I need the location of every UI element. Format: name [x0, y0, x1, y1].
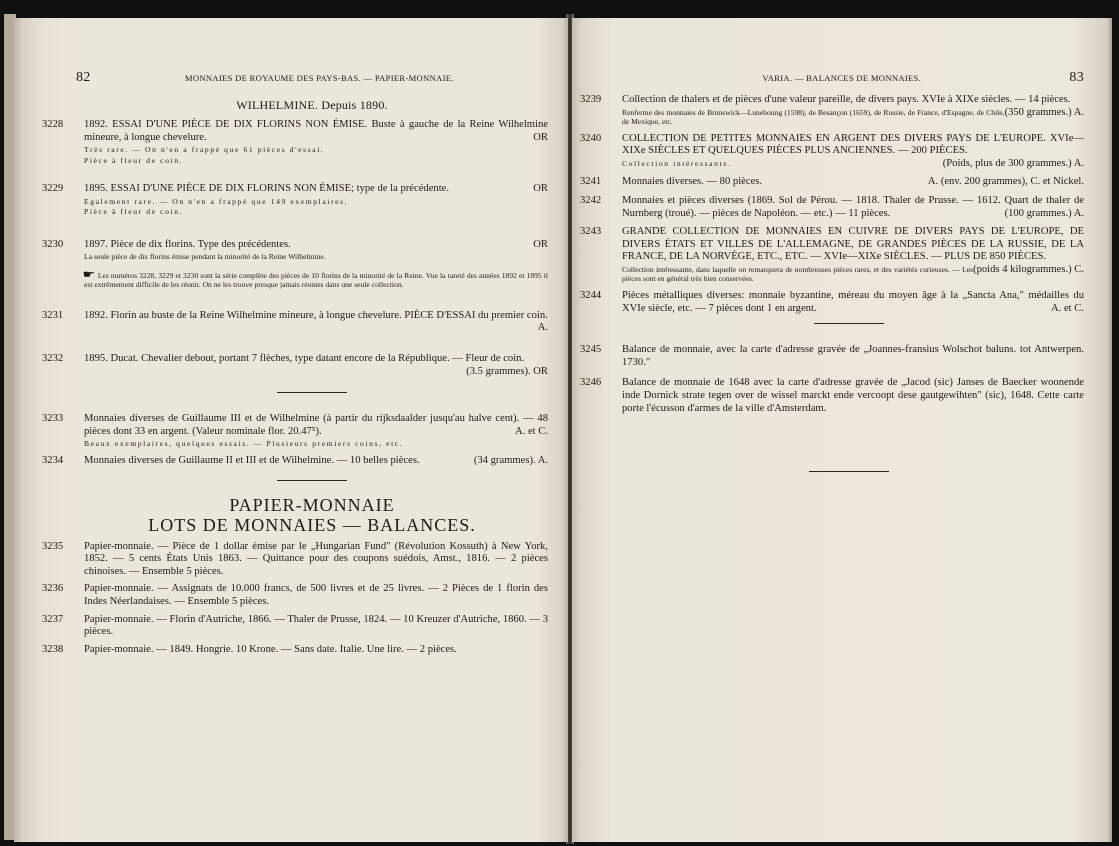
lot-entry [42, 238, 548, 262]
lot-entry [580, 194, 1084, 220]
lot-grade: (100 grammes.) A. [1004, 207, 1084, 219]
lot-grade: A. (env. 200 grammes), C. et Nickel. [927, 176, 1084, 188]
lot-entry [42, 413, 548, 449]
right-running-head [614, 70, 1084, 86]
lot-body [622, 195, 1084, 220]
lot-body [622, 176, 1084, 189]
lot-text: Monnaies diverses. — 80 pièces. [622, 176, 763, 188]
lot-number: 3243 [580, 226, 602, 238]
lot-text: 1895. Ducat. Chevalier debout, portant 7 flèches, type datant encore de la République. — Fleur de coin. [84, 353, 525, 365]
lot-number: 3236 [42, 583, 64, 595]
lot-text: Collection de thalers et de pièces d'une valeur pareille, de divers pays. XVIe à XIXe siècles. — 14 pièces. [622, 94, 1071, 105]
lot-note: Collection intéressante, dans laquelle on remarquera de nombreuses pièces rares, et des variétés curieuses. — Les pièces sont en général très bien conservées. [622, 264, 974, 284]
lot-entry [42, 613, 548, 639]
section-title-wilhelmine: WILHELMINE. Depuis 1890. [236, 98, 388, 112]
lot-body [84, 455, 548, 468]
lot-number: 3232 [42, 353, 64, 365]
lot-body [622, 133, 1084, 171]
left-page-number: 82 [76, 70, 91, 85]
divider-rule [809, 471, 889, 472]
lot-note: Collection intéressante. [622, 158, 732, 168]
lot-entry [580, 377, 1084, 415]
lot-text: 1897. Pièce de dix florins. Type des précédentes. [84, 238, 291, 250]
lot-body [622, 94, 1084, 127]
pointing-hand-icon: ☛ [82, 268, 96, 281]
pointing-note-block [76, 270, 548, 290]
lot-number: 3233 [42, 413, 64, 425]
lot-number: 3238 [42, 643, 64, 655]
lot-text: Papier-monnaie. — Florin d'Autriche, 1866. — Thaler de Prusse, 1824. — 10 Kreuzer d'Autriche, 1860. — 3 pièces. [84, 613, 548, 638]
lot-number: 3229 [42, 183, 64, 195]
lot-number: 3234 [42, 454, 64, 466]
right-page [572, 18, 1112, 842]
lot-body [84, 310, 548, 335]
lot-grade: OR [533, 238, 548, 250]
lot-entry [42, 309, 548, 335]
section-title-papier-monnaie: PAPIER-MONNAIE [229, 494, 395, 515]
lot-note: Beaux exemplaires, quelques essais. — Plusieurs premiers coins, etc. [84, 439, 404, 449]
lot-grade: (poids 4 kilogrammes.) C. [973, 263, 1084, 275]
lot-entry [42, 119, 548, 165]
left-running-head [76, 70, 548, 86]
lot-number: 3235 [42, 540, 64, 552]
lot-text: 1892. ESSAI D'UNE PIÈCE DE DIX FLORINS NON ÉMISE. Buste à gauche de la Reine Wilhelmine mineure, à longue chevelure. [84, 119, 548, 143]
lot-note: Pièce à fleur de coin. [84, 155, 184, 165]
lot-entry [42, 353, 548, 378]
lot-entry [580, 132, 1084, 171]
lot-text: GRANDE COLLECTION DE MONNAIES EN CUIVRE DE DIVERS PAYS DE L'EUROPE, DE DIVERS ÉTATS ET VILLES DE L'ALLEMAGNE, DE GRANDES PIÈCES DE LA RUSSIE, DE LA FRANCE, DE LA NORVÈGE, ETC., ETC. — XVIe—XIXe SIÈCLES. — PLUS DE 850 PIÈCES. [622, 226, 1084, 263]
lot-text: Balance de monnaie de 1648 avec la carte d'adresse gravée de „Jacod (sic) Janses de Baecker woonende inde Dornick strate tegen over de wissel marckt ende vercoopt dese gautgewihten" (sic), 1648. Cette carte porte l'écusson d'armes de la ville d'Amsterdam. [622, 377, 1084, 414]
lot-grade: OR [533, 183, 548, 195]
divider-rule [814, 323, 884, 324]
lot-number: 3244 [580, 289, 602, 301]
lot-note: Renferme des monnaies de Brunswick—Luneboung (1598), de Besançon (1659), de Russie, de France, d'Espagne, de Chile, de Mexique, etc. [622, 107, 1005, 127]
lot-number: 3241 [580, 176, 602, 188]
lot-entry [580, 176, 1084, 189]
lot-body [84, 183, 548, 217]
lot-body [84, 353, 548, 378]
lot-entry [42, 583, 548, 608]
lot-grade: (34 grammes). A. [473, 454, 548, 466]
divider-rule [277, 392, 347, 393]
lot-body [84, 119, 548, 165]
lot-number: 3230 [42, 238, 64, 250]
lot-text: Papier-monnaie. — Pièce de 1 dollar émise par le „Hungarian Fund" (Révolution Kossuth) à New York, 1852. — 5 cents États Unis 1863. — Quittance pour des coupons suédois, Amst., 1816. — 2 pièces chinoises. — Ensemble 5 pièces. [84, 540, 548, 577]
lot-number: 3240 [580, 132, 602, 144]
lot-number: 3237 [42, 613, 64, 625]
lot-grade: (Poids, plus de 300 grammes.) A. [942, 157, 1084, 169]
lot-body [622, 290, 1084, 315]
lot-text: Monnaies et pièces diverses (1869. Sol de Pérou. — 1818. Thaler de Prusse. — 1612. Quart de thaler de Nurnberg (troué). — pièces de Napoléon. — etc.) — 11 pièces. [622, 194, 1084, 219]
lot-grade: (350 grammes.) A. [1004, 106, 1084, 118]
lot-number: 3228 [42, 119, 64, 130]
lot-number: 3239 [580, 94, 602, 105]
lot-grade: A. [537, 322, 548, 334]
lot-note: Très rare. — On n'en a frappé que 61 pièces d'essai. [84, 145, 325, 155]
lot-number: 3231 [42, 309, 64, 321]
lot-text: Papier-monnaie. — 1849. Hongrie. 10 Krone. — Sans date. Italie. Une lire. — 2 pièces. [84, 643, 457, 655]
lot-entry [580, 94, 1084, 127]
lot-number: 3245 [580, 344, 602, 356]
lot-body [84, 413, 548, 449]
pointing-note: Les numéros 3228, 3229 et 3230 sont la série complète des pièces de 10 florins de la minorité de la Reine. Vue la rareté des années 1892 et 1895 il est extrêmement difficile de les réunir. On ne les trouve presque jamais réunies dans une seule collection. [84, 270, 548, 290]
lot-text: COLLECTION DE PETITES MONNAIES EN ARGENT DES DIVERS PAYS DE L'EUROPE. XVIe—XIXe SIÈCLES ET QUELQUES PIÈCES PLUS ANCIENNES. — 200 PIÈCES. [622, 132, 1084, 157]
lot-number: 3246 [580, 377, 602, 389]
lot-entry [42, 183, 548, 217]
divider-rule [277, 480, 347, 481]
lot-number: 3242 [580, 194, 602, 206]
lot-grade: OR [533, 131, 548, 143]
lot-body [84, 239, 548, 262]
lot-text: Monnaies diverses de Guillaume II et III et de Wilhelmine. — 10 belles pièces. [84, 454, 420, 466]
right-page-number: 83 [1069, 70, 1084, 85]
right-running-title: VARIA. — BALANCES DE MONNAIES. [762, 73, 922, 83]
lot-text: 1895. ESSAI D'UNE PIÈCE DE DIX FLORINS NON ÉMISE; type de la précédente. [84, 183, 449, 195]
lot-text: 1892. Florin au buste de la Reine Wilhelmine mineure, à longue chevelure. PIÈCE D'ESSAI du premier coin. [84, 309, 548, 321]
lot-entry [580, 289, 1084, 315]
lot-text: Balance de monnaie, avec la carte d'adresse gravée de „Joannes-fransius Wolschot baluns. tot Antwerpen. 1730." [622, 344, 1084, 368]
lot-text: Pièces métalliques diverses: monnaie byzantine, méreau du moyen âge à la „Sancta Ana," médailles du XVIe siècle, etc. — 7 pièces dont 1 en argent. [622, 289, 1084, 314]
lot-grade: (3.5 grammes). OR [466, 365, 548, 377]
lot-note: La seule pièce de dix florins émise pendant la minorité de la Reine Wilhelmine. [84, 252, 326, 262]
lot-entry [580, 344, 1084, 369]
lot-text: Monnaies diverses de Guillaume III et de Wilhelmine (à partir du rijksdaalder jusqu'au halve cent). — 48 pièces dont 33 en argent. (Valeur nominale flor. 20.47⁵). [84, 413, 548, 437]
lot-entry [42, 540, 548, 579]
lot-note: Pièce à fleur de coin. [84, 207, 184, 217]
lot-text: Papier-monnaie. — Assignats de 10.000 francs, de 500 livres et de 25 livres. — 2 Pièces de 1 florin des Indes Néerlandaises. — Ensemble 5 pièces. [84, 583, 548, 607]
left-running-title: MONNAIES DE ROYAUME DES PAYS-BAS. — PAPIER-MONNAIE. [184, 73, 454, 83]
lot-entry [580, 226, 1084, 284]
lot-entry [42, 643, 548, 657]
left-page [14, 18, 568, 842]
section-title-lots-balances: LOTS DE MONNAIES — BALANCES. [148, 514, 476, 535]
lot-body [622, 226, 1084, 284]
lot-entry [42, 454, 548, 468]
lot-grade: A. et C. [1051, 302, 1084, 314]
lot-note: Egalement rare. — On n'en a frappé que 149 exemplaires. [84, 196, 349, 206]
lot-grade: A. et C. [515, 425, 548, 437]
